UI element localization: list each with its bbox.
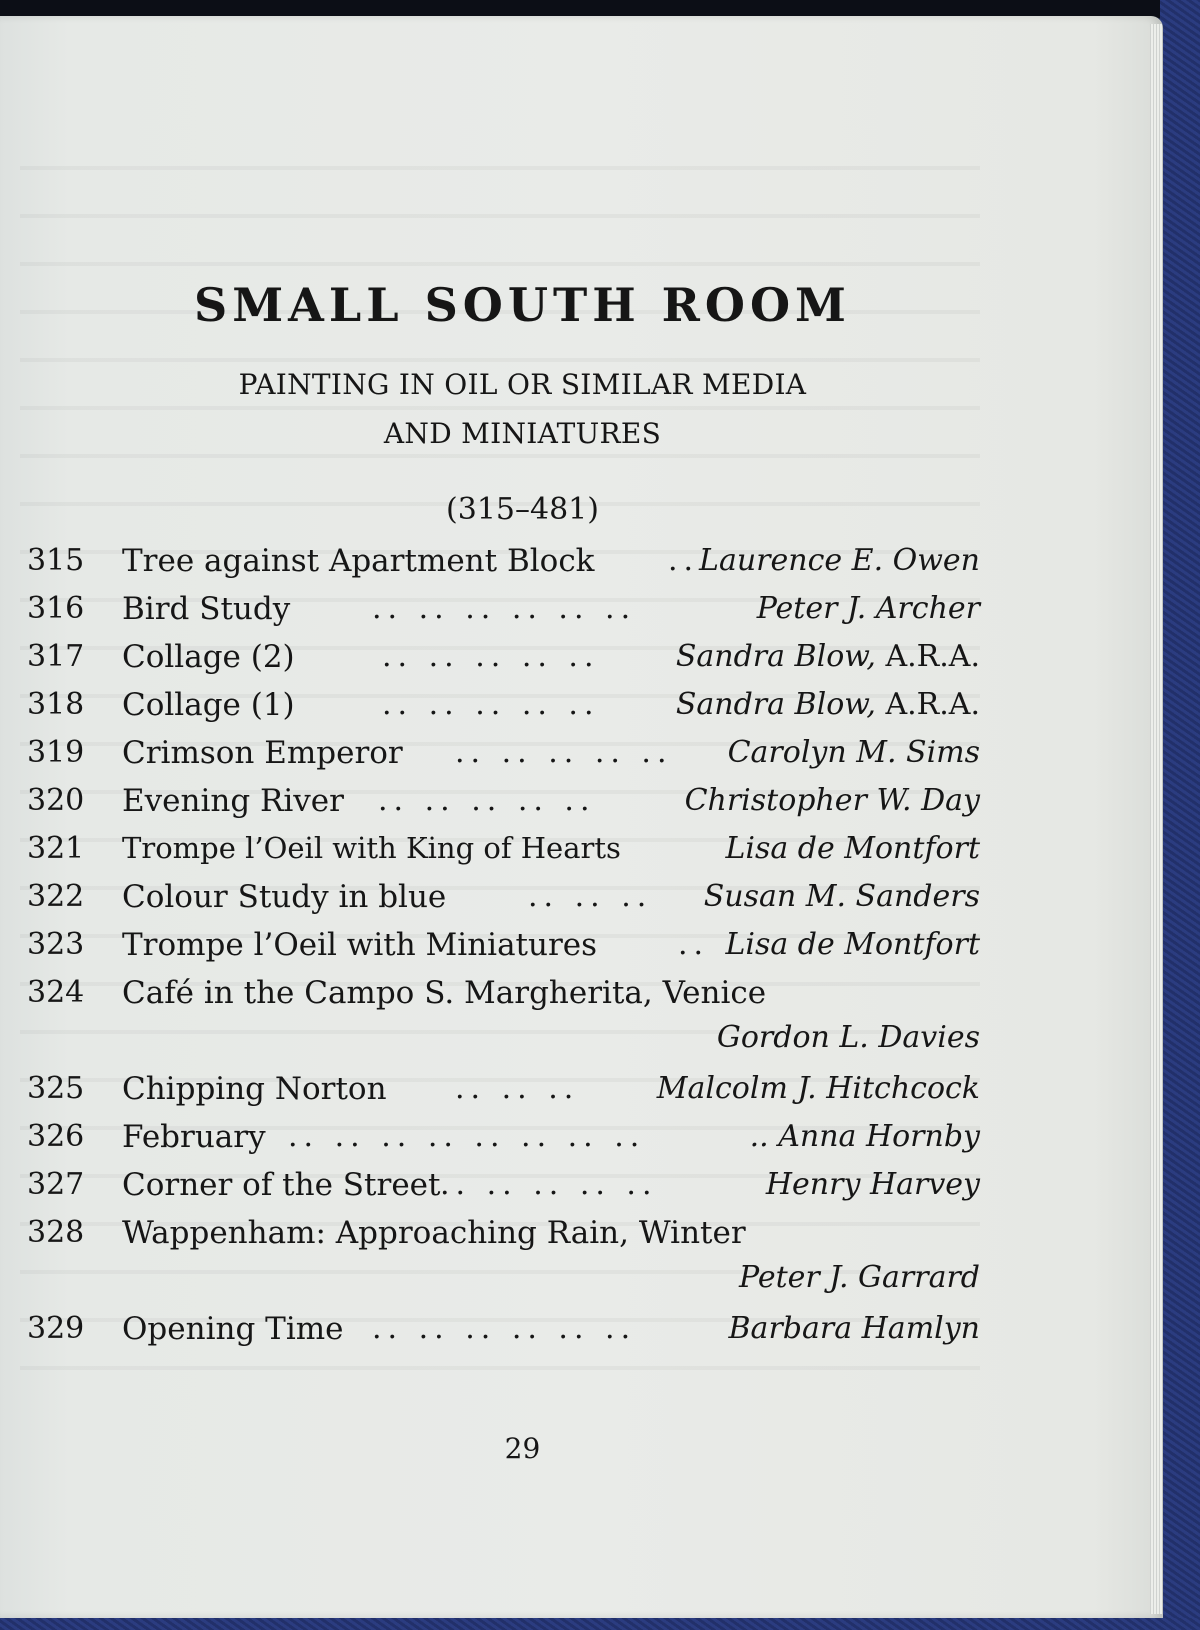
artist-name: Sandra Blow,: [675, 687, 876, 722]
artist-honour: A.R.A.: [885, 639, 980, 674]
artist-name: Henry Harvey: [765, 1167, 980, 1202]
entry-number: 316: [27, 591, 85, 626]
catalogue-entry: [0, 1215, 1163, 1311]
entry-title: Trompe l’Oeil with King of Hearts: [122, 831, 621, 865]
entry-number: 326: [27, 1119, 85, 1154]
entry-artist: [766, 1167, 980, 1202]
dot-leader: .. .. .. .. .. ..: [372, 1311, 637, 1346]
catalogue-entry: [0, 639, 1163, 687]
entry-title: Café in the Campo S. Margherita, Venice: [122, 975, 767, 1011]
artist-name: Peter J. Garrard: [738, 1260, 980, 1295]
entry-title: Collage (1): [122, 687, 295, 723]
entry-artist: [728, 735, 980, 770]
artist-name: Barbara Hamlyn: [728, 1311, 980, 1346]
entry-title: February: [122, 1119, 266, 1155]
entry-artist: [699, 543, 980, 578]
catalogue-page: [0, 16, 1163, 1618]
catalogue-entry: [0, 1119, 1163, 1167]
catalogue-entry: [0, 591, 1163, 639]
artist-name: Laurence E. Owen: [699, 543, 980, 578]
entry-title: Crimson Emperor: [122, 735, 403, 771]
entry-title: Tree against Apartment Block: [122, 543, 595, 579]
catalogue-number-range: (315–481): [446, 492, 599, 527]
artist-honour: A.R.A.: [885, 687, 980, 722]
artist-name: Gordon L. Davies: [716, 1020, 980, 1055]
page-block-edge: [1150, 24, 1162, 1614]
entry-artist: [757, 591, 980, 626]
catalogue-entry: [0, 975, 1163, 1071]
artist-name: Sandra Blow,: [675, 639, 876, 674]
entry-number: 319: [27, 735, 85, 770]
catalogue-entry: [0, 783, 1163, 831]
catalogue-entry: [0, 927, 1163, 975]
catalogue-entry: [0, 1071, 1163, 1119]
entry-number: 327: [27, 1167, 85, 1202]
catalogue-entry: [0, 1311, 1163, 1359]
artist-name: .. Anna Hornby: [749, 1119, 980, 1154]
entry-number: 323: [27, 927, 85, 962]
entry-artist: [725, 831, 980, 866]
entry-artist: [657, 1071, 980, 1106]
page-number: 29: [504, 1432, 541, 1465]
entry-number: 315: [27, 543, 85, 578]
artist-name: Lisa de Montfort: [725, 927, 980, 962]
entry-number: 328: [27, 1215, 85, 1250]
entry-title: Colour Study in blue: [122, 879, 447, 915]
section-subtitle-line1: PAINTING IN OIL OR SIMILAR MEDIA: [238, 368, 807, 401]
dot-leader: .. .. .. .. ..: [382, 687, 600, 722]
entry-title: Corner of the Street: [122, 1167, 441, 1203]
dot-leader: .. .. .. .. ..: [440, 1167, 658, 1202]
section-subtitle-line2: AND MINIATURES: [383, 417, 662, 450]
book-cover-bottom-edge: [0, 1618, 1200, 1630]
entry-title: Wappenham: Approaching Rain, Winter: [122, 1215, 746, 1251]
entry-artist: [729, 1311, 980, 1346]
book-cover-cloth: [1160, 0, 1200, 1630]
entry-title: Opening Time: [122, 1311, 344, 1347]
entry-artist: [685, 783, 980, 818]
entry-artist: [676, 687, 980, 722]
dot-leader: ..: [668, 543, 700, 578]
catalogue-entry: [0, 543, 1163, 591]
dot-leader: .. .. ..: [455, 1071, 580, 1106]
dot-leader: .. .. .. .. ..: [378, 783, 596, 818]
entry-artist: [704, 879, 980, 914]
entry-number: 329: [27, 1311, 85, 1346]
entry-number: 318: [27, 687, 85, 722]
entry-title: Collage (2): [122, 639, 295, 675]
entry-title: Chipping Norton: [122, 1071, 387, 1107]
artist-name: Susan M. Sanders: [703, 879, 980, 914]
entry-artist: [676, 639, 980, 674]
catalogue-entry: [0, 831, 1163, 879]
artist-name: Malcolm J. Hitchcock: [656, 1071, 980, 1106]
artist-name: Peter J. Archer: [756, 591, 980, 626]
entry-title: Evening River: [122, 783, 344, 819]
entry-artist: [739, 1260, 980, 1295]
entry-number: 320: [27, 783, 85, 818]
dot-leader: .. .. .. .. .. ..: [372, 591, 637, 626]
catalogue-entry: [0, 735, 1163, 783]
artist-name: Carolyn M. Sims: [727, 735, 980, 770]
entry-number: 321: [27, 831, 85, 866]
entry-title: Trompe l’Oeil with Miniatures: [122, 927, 598, 963]
entry-artist: [750, 1119, 980, 1154]
dot-leader: .. .. ..: [528, 879, 653, 914]
room-title: SMALL SOUTH ROOM: [194, 278, 851, 332]
entry-artist: [717, 1020, 980, 1055]
artist-name: Christopher W. Day: [684, 783, 980, 818]
entry-number: 325: [27, 1071, 85, 1106]
dot-leader: .. .. .. .. ..: [455, 735, 673, 770]
catalogue-entry: [0, 879, 1163, 927]
entry-title: Bird Study: [122, 591, 291, 627]
dot-leader: .. .. .. .. .. .. .. ..: [288, 1119, 646, 1154]
catalogue-entry: [0, 687, 1163, 735]
artist-name: Lisa de Montfort: [725, 831, 980, 866]
entry-number: 322: [27, 879, 85, 914]
entry-number: 317: [27, 639, 85, 674]
catalogue-entry: [0, 1167, 1163, 1215]
entry-number: 324: [27, 975, 85, 1010]
dot-leader: ..: [678, 927, 710, 962]
entry-artist: [725, 927, 980, 962]
dot-leader: .. .. .. .. ..: [382, 639, 600, 674]
